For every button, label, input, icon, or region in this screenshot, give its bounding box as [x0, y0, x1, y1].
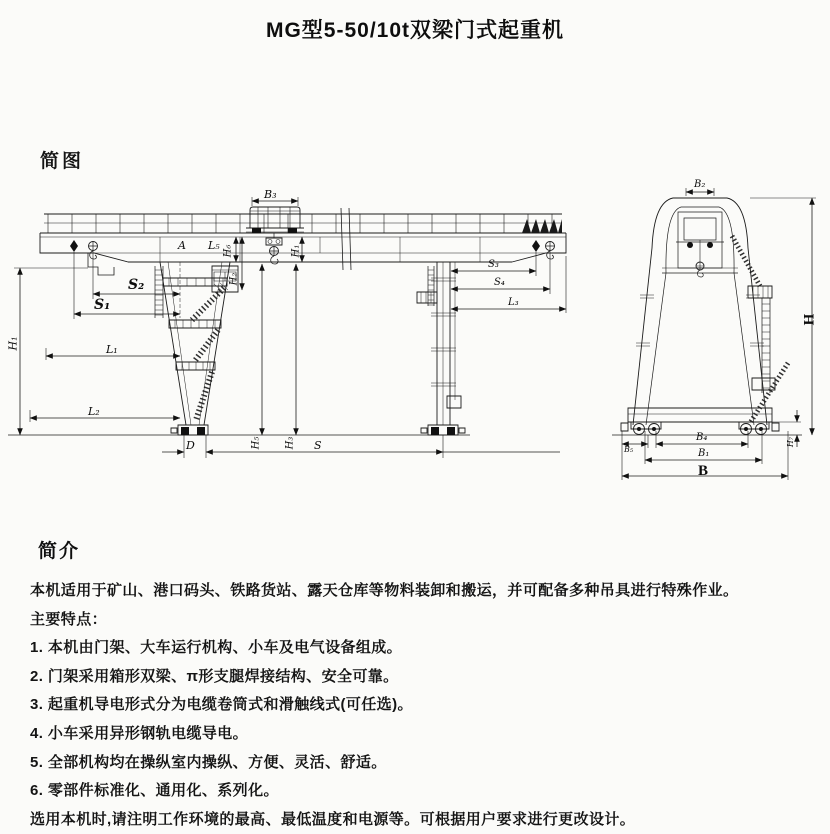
dim-label-l3: L₃ — [508, 297, 519, 308]
crane-front-view — [8, 197, 566, 458]
front-dimension-lines — [14, 197, 566, 458]
dim-label-h: H — [801, 313, 818, 326]
dim-label-h6: H₆ — [222, 244, 234, 258]
intro-line-ordering-note: 选用本机时,请注明工作环境的最高、最低温度和电源等。可根据用户要求进行更改设计。 — [30, 810, 636, 828]
dim-label-l2: L₂ — [88, 405, 100, 418]
intro-line-feature-4: 4. 小车采用异形钢轨电缆导电。 — [30, 724, 249, 742]
dim-label-s: S — [314, 439, 322, 452]
page-title: MG型5-50/10t双梁门式起重机 — [265, 19, 565, 42]
introduction-heading: 简介 — [38, 541, 81, 562]
side-base — [621, 408, 779, 435]
crane-schematic-diagram — [0, 178, 830, 488]
dim-label-l1: L₁ — [106, 343, 118, 356]
dim-label-b: B — [698, 463, 709, 479]
trolley-side — [676, 212, 724, 277]
dim-label-b1: B₁ — [698, 448, 710, 459]
dim-label-h2: H₂ — [228, 272, 240, 286]
dim-label-h5: H₅ — [250, 436, 262, 450]
dim-label-b5: B₅ — [624, 445, 634, 454]
dim-label-a: A — [178, 239, 186, 252]
schematic-section-label: 简图 — [40, 151, 85, 172]
intro-line-feature-3: 3. 起重机导电形式分为电缆卷筒式和滑触线式(可任选)。 — [30, 696, 413, 714]
dim-label-d: D — [186, 439, 195, 452]
dim-label-b2: B₂ — [694, 179, 706, 190]
dim-label-h1: H₁ — [6, 336, 20, 351]
right-leg-front — [417, 262, 465, 435]
intro-line-application: 本机适用于矿山、港口码头、铁路货站、露天仓库等物料装卸和搬运，并可配备多种吊具进行特殊作业。 — [30, 582, 739, 599]
side-ladders — [732, 236, 788, 423]
dim-label-h7: H₇ — [786, 436, 796, 448]
intro-line-feature-5: 5. 全部机构均在操纵室内操纵、方便、灵活、舒适。 — [30, 753, 387, 771]
intro-line-feature-2: 2. 门架采用箱形双梁、π形支腿焊接结构、安全可靠。 — [30, 667, 399, 685]
intro-line-feature-1: 1. 本机由门架、大车运行机构、小车及电气设备组成。 — [30, 639, 403, 657]
dim-label-b3: B₃ — [264, 188, 277, 201]
dim-label-s2: S₂ — [128, 277, 145, 293]
dim-label-l5: L₅ — [208, 239, 220, 252]
intro-line-feature-6: 6. 零部件标准化、通用化、系列化。 — [30, 782, 279, 800]
dim-label-h1-small: H₁ — [290, 244, 302, 258]
dim-label-s4: S₄ — [494, 277, 505, 288]
dim-label-h3: H₃ — [284, 436, 296, 450]
dim-label-b4: B₄ — [696, 432, 708, 443]
dim-label-s1: S₁ — [94, 297, 111, 313]
dim-label-s3: S₃ — [488, 259, 499, 270]
introduction-section — [30, 536, 820, 834]
intro-line-features-title: 主要特点： — [30, 610, 108, 628]
